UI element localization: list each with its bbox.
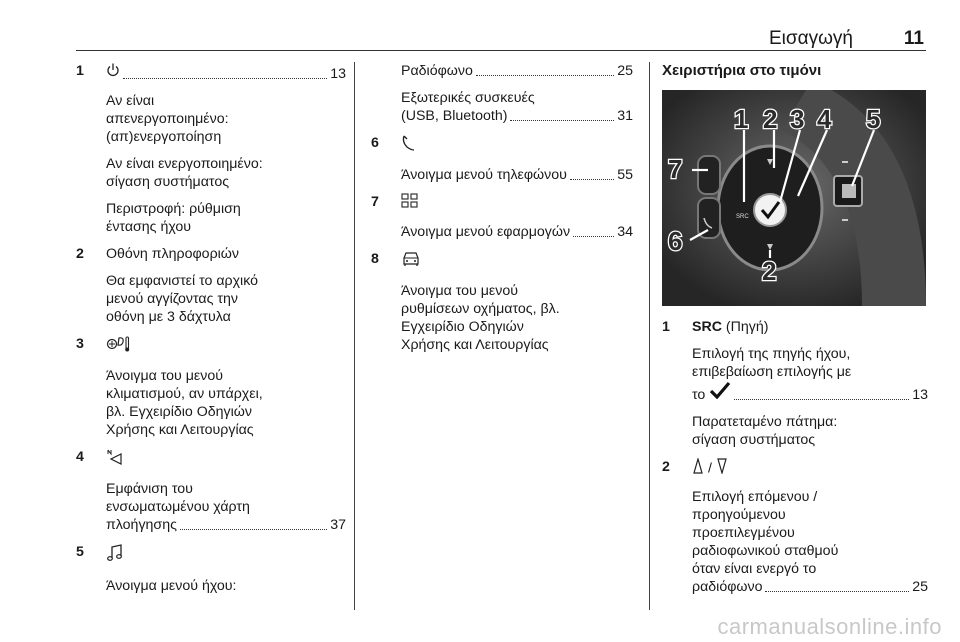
- body-text: Αν είναι: [106, 93, 155, 109]
- phone-icon: [401, 134, 417, 157]
- page-ref: 25: [912, 579, 928, 595]
- callout-7: 7: [668, 154, 683, 184]
- body-text: επιβεβαίωση επιλογής με: [692, 364, 852, 380]
- separator: /: [707, 460, 712, 477]
- item-number: 8: [371, 251, 379, 267]
- callout-2: 2: [763, 104, 778, 134]
- body-text: Επιλογή επόμενου /: [692, 489, 818, 505]
- body-text: οθόνη με 3 δάχτυλα: [106, 309, 231, 325]
- body-text: Ραδιόφωνο: [401, 63, 473, 79]
- body-text: απενεργοποιημένο:: [106, 111, 229, 127]
- power-icon: [106, 62, 120, 83]
- right-item-2: [662, 458, 928, 596]
- navigation-icon: [106, 448, 124, 471]
- callout-3: 3: [790, 104, 805, 134]
- item-2: [76, 245, 346, 326]
- callout-6: 6: [668, 226, 683, 256]
- body-text: Αν είναι ενεργοποιημένο:: [106, 156, 263, 172]
- item-1: [76, 62, 346, 236]
- body-text: προεπιλεγμένου: [692, 525, 795, 541]
- body-text: ενσωματωμένου χάρτη: [106, 499, 250, 515]
- body-text: πλοήγησης: [106, 517, 177, 533]
- triangle-down-icon: [716, 458, 728, 479]
- leader-dots: [573, 236, 614, 237]
- leader-dots: [765, 591, 909, 592]
- callout-1: 1: [734, 104, 749, 134]
- page-ref: 13: [912, 387, 928, 403]
- page-ref: 13: [330, 66, 346, 82]
- leader-dots: [476, 75, 614, 76]
- body-text: (απ)ενεργοποίηση: [106, 129, 222, 145]
- src-label: SRC: [692, 319, 722, 335]
- item-label: Οθόνη πληροφοριών: [106, 246, 239, 262]
- src-suffix: (Πηγή): [725, 319, 769, 335]
- item-number: 4: [76, 449, 84, 465]
- item-5: [76, 543, 346, 595]
- item-6: [371, 134, 633, 184]
- page-number: 11: [903, 28, 924, 49]
- body-text: Χρήσης και Λειτουργίας: [106, 422, 254, 438]
- leader-dots: [510, 120, 614, 121]
- leader-dots: [123, 78, 327, 79]
- photo-src-label: SRC: [736, 214, 749, 220]
- header-title: Εισαγωγή: [768, 28, 853, 49]
- item-number: 3: [76, 336, 84, 352]
- body-text: (USB, Bluetooth): [401, 108, 508, 124]
- body-text: σίγαση συστήματος: [692, 432, 816, 448]
- body-text: Άνοιγμα μενού τηλεφώνου: [401, 167, 567, 183]
- item-8: [371, 250, 633, 354]
- triangle-up-icon: [692, 458, 704, 479]
- page-header: [0, 28, 960, 56]
- body-text: έντασης ήχου: [106, 219, 192, 235]
- page-ref: 55: [617, 167, 633, 183]
- middle-column: [371, 62, 633, 354]
- body-text: ραδιόφωνο: [692, 579, 763, 595]
- body-text: Άνοιγμα μενού ήχου:: [106, 578, 237, 594]
- body-text: Χρήσης και Λειτουργίας: [401, 337, 549, 353]
- column-divider-2: [649, 62, 650, 610]
- body-text: βλ. Εγχειρίδιο Οδηγιών: [106, 404, 252, 420]
- climate-icon: [106, 335, 132, 358]
- callout-4: 4: [817, 104, 832, 134]
- callout-5: 5: [866, 104, 881, 134]
- item-number: 5: [76, 544, 84, 560]
- column-divider-1: [354, 62, 355, 610]
- body-text: μενού αγγίζοντας την: [106, 291, 238, 307]
- body-text: Άνοιγμα του μενού: [401, 283, 518, 299]
- item-number: 7: [371, 194, 379, 210]
- leader-dots: [570, 179, 614, 180]
- body-text: όταν είναι ενεργό το: [692, 561, 817, 577]
- body-text: Εγχειρίδιο Οδηγιών: [401, 319, 524, 335]
- steering-wheel-photo: [662, 90, 926, 306]
- body-text: προηγούμενου: [692, 507, 786, 523]
- body-text: ρυθμίσεων οχήματος, βλ.: [401, 301, 560, 317]
- checkmark-icon: [709, 381, 731, 404]
- item-3: [76, 335, 346, 439]
- item-number: 1: [76, 63, 84, 79]
- body-text: Άνοιγμα μενού εφαρμογών: [401, 224, 571, 240]
- body-text: κλιματισμού, αν υπάρχει,: [106, 386, 263, 402]
- body-text: Εμφάνιση του: [106, 481, 193, 497]
- body-text: Επιλογή της πηγής ήχου,: [692, 346, 851, 362]
- car-icon: [401, 250, 421, 273]
- body-text: ραδιοφωνικού σταθμού: [692, 543, 839, 559]
- body-text: Άνοιγμα του μενού: [106, 368, 223, 384]
- item-number: 2: [76, 246, 84, 262]
- item-number: 2: [662, 459, 670, 475]
- leader-dots: [180, 529, 327, 530]
- item-7: [371, 193, 633, 241]
- page-ref: 25: [617, 63, 633, 79]
- item-number: 1: [662, 319, 670, 335]
- page-ref: 31: [617, 108, 633, 124]
- body-text: Εξωτερικές συσκευές: [401, 90, 535, 106]
- watermark: carmanualsonline.info: [717, 614, 942, 639]
- item-number: 6: [371, 135, 379, 151]
- header-rule: [76, 50, 926, 51]
- left-column: [76, 62, 346, 595]
- apps-icon: [401, 193, 419, 214]
- right-column: [662, 62, 928, 596]
- section-heading: Χειριστήρια στο τιμόνι: [662, 62, 822, 79]
- body-text: Θα εμφανιστεί το αρχικό: [106, 273, 259, 289]
- right-item-1: [662, 318, 928, 449]
- item-4: [76, 448, 346, 534]
- music-note-icon: [106, 543, 124, 568]
- body-text: σίγαση συστήματος: [106, 174, 230, 190]
- page-ref: 34: [617, 224, 633, 240]
- body-text: Παρατεταμένο πάτημα:: [692, 414, 838, 430]
- audio-submenu: [371, 62, 633, 125]
- body-text: Περιστροφή: ρύθμιση: [106, 201, 241, 217]
- callout-2b: 2: [762, 256, 777, 286]
- page-ref: 37: [330, 517, 346, 533]
- body-text: το: [692, 387, 706, 403]
- leader-dots: [734, 399, 909, 400]
